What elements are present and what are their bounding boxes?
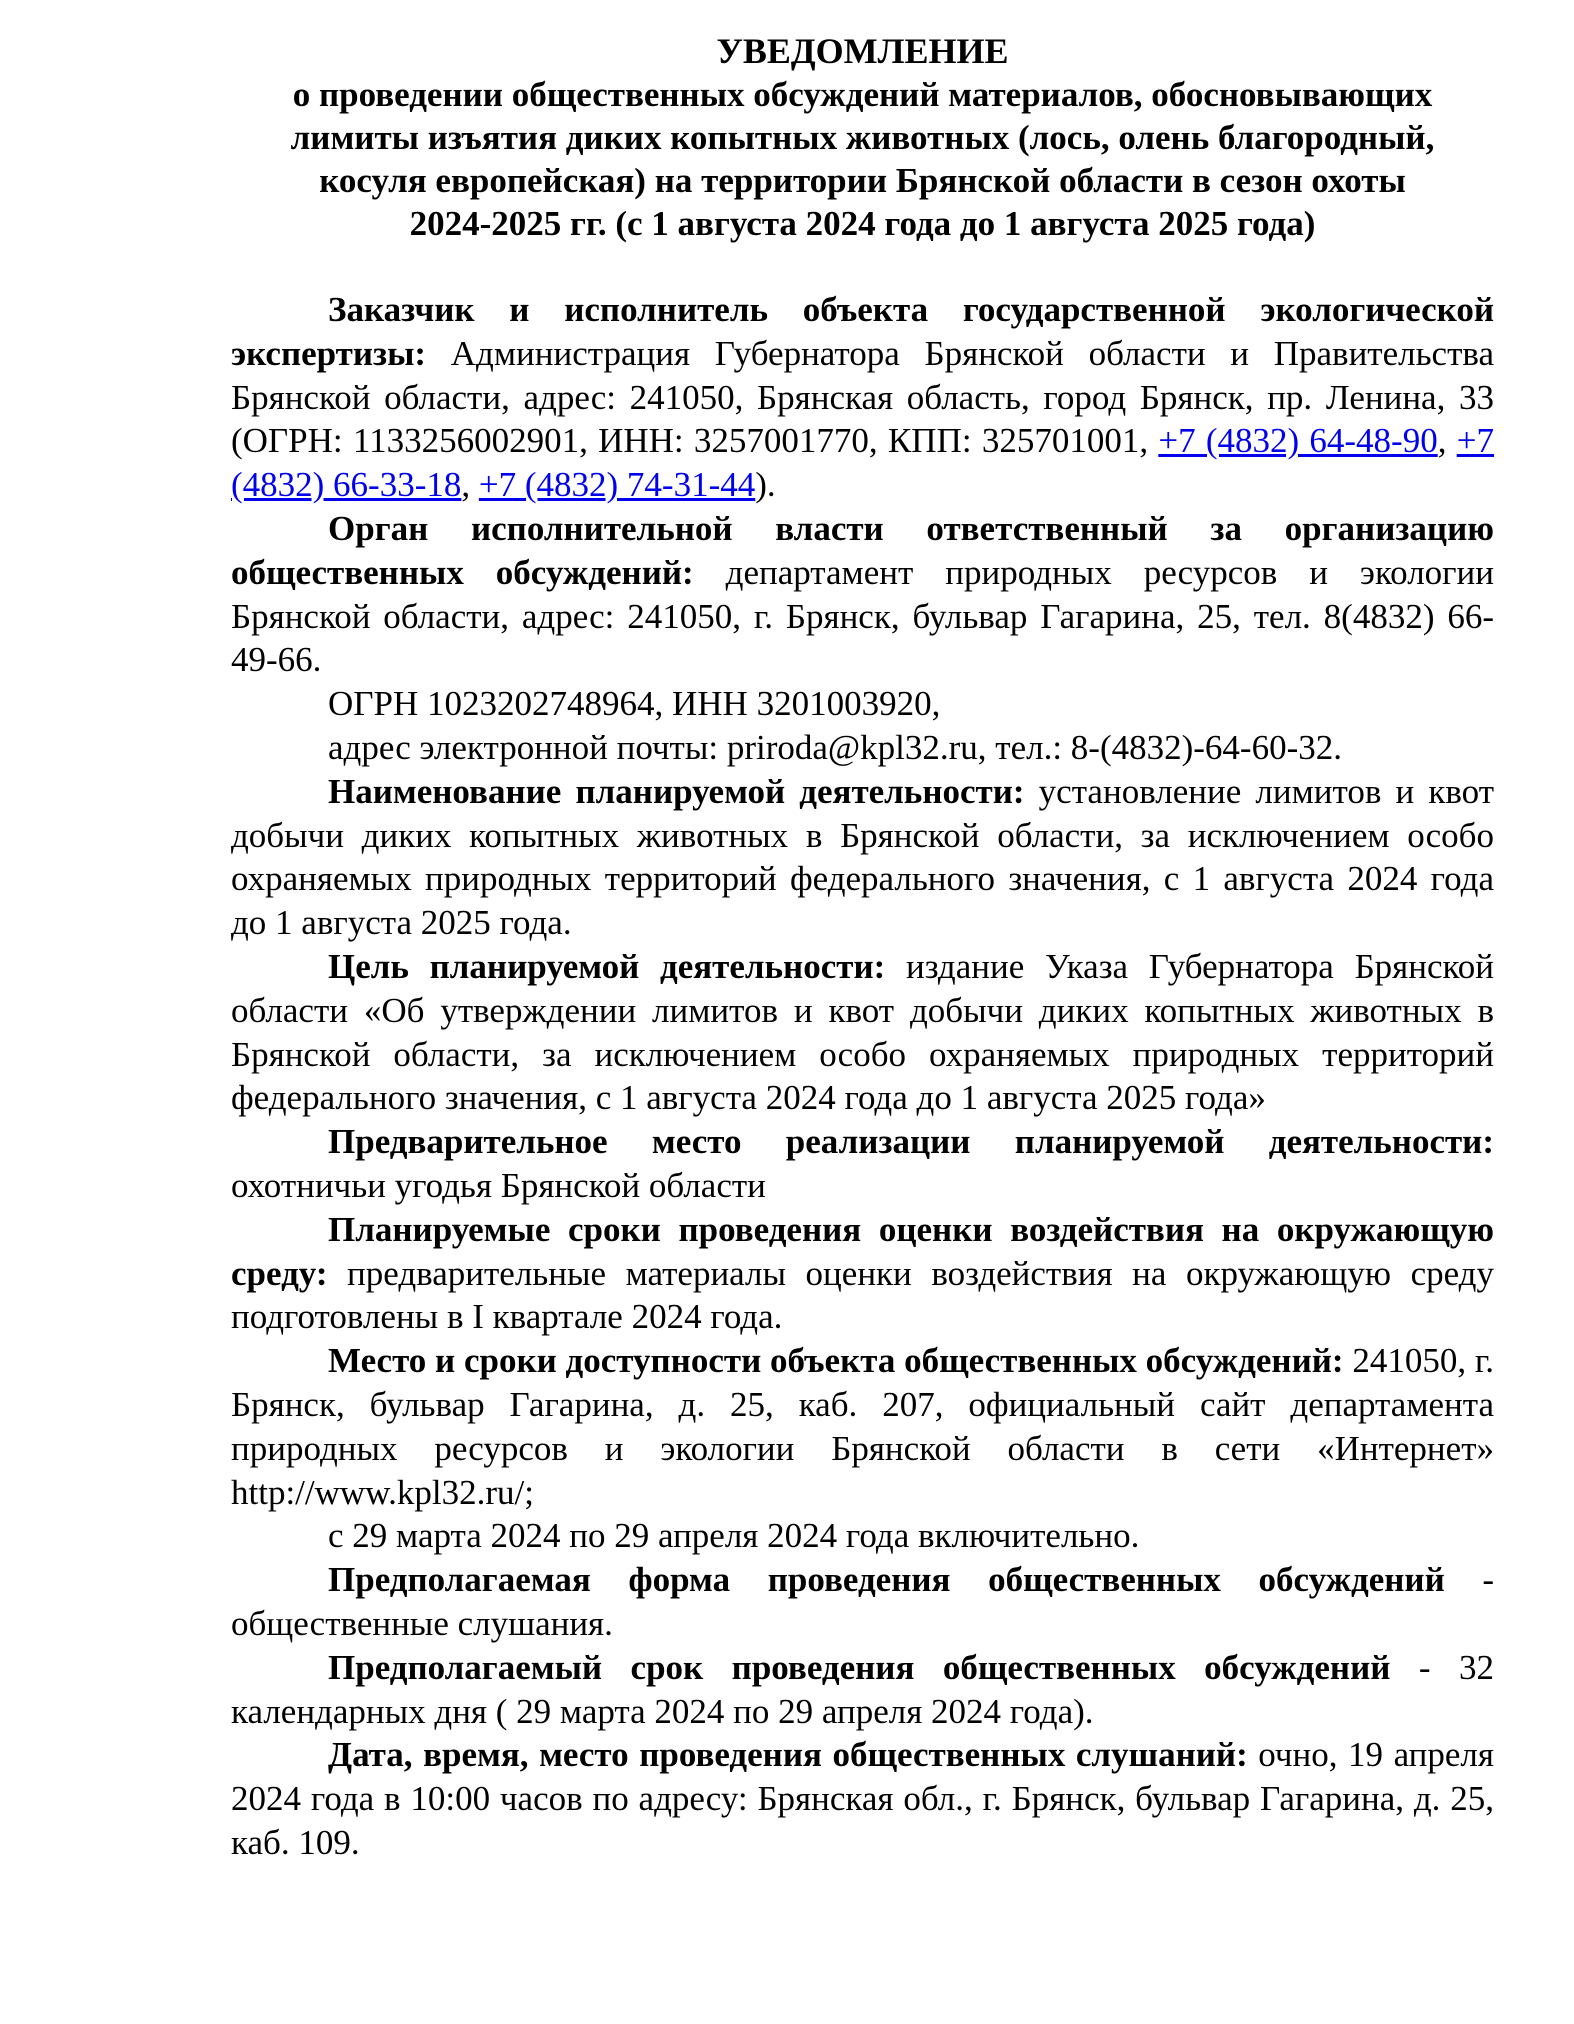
organizer-text: департамент природных ресурсов и экологии Брянской области, адрес: 241050, г. Брянск, бульвар Гагарина, 25, тел. 8(4832) 66-49-66. — [231, 552, 1494, 680]
activity-name-label: Наименование планируемой деятельности: — [328, 771, 1025, 811]
activity-goal-paragraph — [231, 945, 1494, 1120]
document-page — [231, 30, 1494, 1865]
phone-link-3[interactable]: +7 (4832) 74-31-44 — [478, 465, 756, 505]
availability-paragraph — [231, 1339, 1494, 1514]
customer-end: ). — [755, 465, 776, 505]
phone-link-2[interactable]: +7 (4832) 66-33-18 — [231, 421, 1494, 505]
assessment-terms-label: Планируемые сроки проведения оценки воздействия на окружающую среду: — [231, 1209, 1494, 1293]
organizer-contacts: адрес электронной почты: priroda@kpl32.ru, тел.: 8-(4832)-64-60-32. — [328, 727, 1342, 767]
assessment-terms-text: предварительные материалы оценки воздействия на окружающую среду подготовлены в I квартале 2024 года. — [231, 1253, 1494, 1337]
subtitle-line-3: косуля европейская) на территории Брянской области в сезон охоты — [319, 161, 1406, 200]
hearing-label: Дата, время, место проведения общественных слушаний: — [328, 1735, 1248, 1775]
document-title: УВЕДОМЛЕНИЕ — [716, 31, 1009, 71]
discussion-term-label: Предполагаемый срок проведения общественных обсуждений — [328, 1647, 1391, 1687]
organizer-label: Орган исполнительной власти ответственный за организацию общественных обсуждений: — [231, 508, 1494, 592]
organizer-paragraph — [231, 507, 1494, 682]
customer-label: Заказчик и исполнитель объекта государственной экологической экспертизы: — [231, 290, 1494, 373]
activity-name-paragraph — [231, 770, 1494, 945]
availability-dates: с 29 марта 2024 по 29 апреля 2024 года включительно. — [328, 1516, 1140, 1556]
subtitle-line-1: о проведении общественных обсуждений материалов, обосновывающих — [292, 75, 1433, 114]
location-text: охотничьи угодья Брянской области — [231, 1165, 766, 1205]
location-paragraph — [231, 1120, 1494, 1208]
location-label: Предварительное место реализации планируемой деятельности: — [328, 1122, 1494, 1162]
subtitle-line-2: лимиты изъятия диких копытных животных (лось, олень благородный, — [290, 118, 1435, 157]
activity-name-text: установление лимитов и квот добычи диких копытных животных в Брянской области, за исключением особо охраняемых природных территорий федерального значения, с 1 августа 2024 года до 1 августа 2025 года. — [231, 771, 1494, 943]
activity-goal-label: Цель планируемой деятельности: — [328, 946, 886, 986]
document-header — [231, 30, 1494, 245]
availability-text: 241050, г. Брянск, бульвар Гагарина, д. 25, каб. 207, официальный сайт департамента природных ресурсов и экологии Брянской области в сети «Интернет» http://www.kpl32.ru/; — [231, 1341, 1494, 1512]
discussion-term-paragraph — [231, 1646, 1494, 1734]
subtitle-line-4: 2024-2025 гг. (с 1 августа 2024 года до 1 августа 2025 года) — [409, 204, 1316, 243]
phone-separator-2: , — [461, 465, 479, 505]
activity-goal-text: издание Указа Губернатора Брянской области «Об утверждении лимитов и квот добычи диких копытных животных в Брянской области, за исключением особо охраняемых природных территорий федерального значения, с 1 августа 2024 года до 1 августа 2025 года» — [231, 946, 1494, 1118]
customer-text: Администрация Губернатора Брянской области и Правительства Брянской области, адрес: 241050, Брянская область, город Брянск, пр. Ленина, 33 (ОГРН: 1133256002901, ИНН: 3257001770, КПП: 325701001, — [231, 333, 1494, 461]
hearing-text: очно, 19 апреля 2024 года в 10:00 часов по адресу: Брянская обл., г. Брянск, бульвар Гагарина, д. 25, каб. 109. — [231, 1735, 1494, 1862]
discussion-term-text: - 32 календарных дня ( 29 марта 2024 по 29 апреля 2024 года). — [231, 1647, 1494, 1731]
phone-link-1[interactable]: +7 (4832) 64-48-90 — [1158, 421, 1438, 461]
assessment-terms-paragraph — [231, 1208, 1494, 1339]
hearing-paragraph — [231, 1733, 1494, 1864]
document-body — [231, 288, 1494, 1865]
availability-label: Место и сроки доступности объекта общественных обсуждений: — [328, 1341, 1344, 1381]
discussion-form-paragraph — [231, 1558, 1494, 1646]
phone-separator-1: , — [1437, 421, 1457, 461]
discussion-form-label: Предполагаемая форма проведения общественных обсуждений — [328, 1560, 1445, 1600]
customer-paragraph — [231, 288, 1494, 507]
discussion-form-text: - общественные слушания. — [231, 1560, 1495, 1643]
organizer-ogrn: ОГРН 1023202748964, ИНН 3201003920, — [328, 684, 941, 724]
